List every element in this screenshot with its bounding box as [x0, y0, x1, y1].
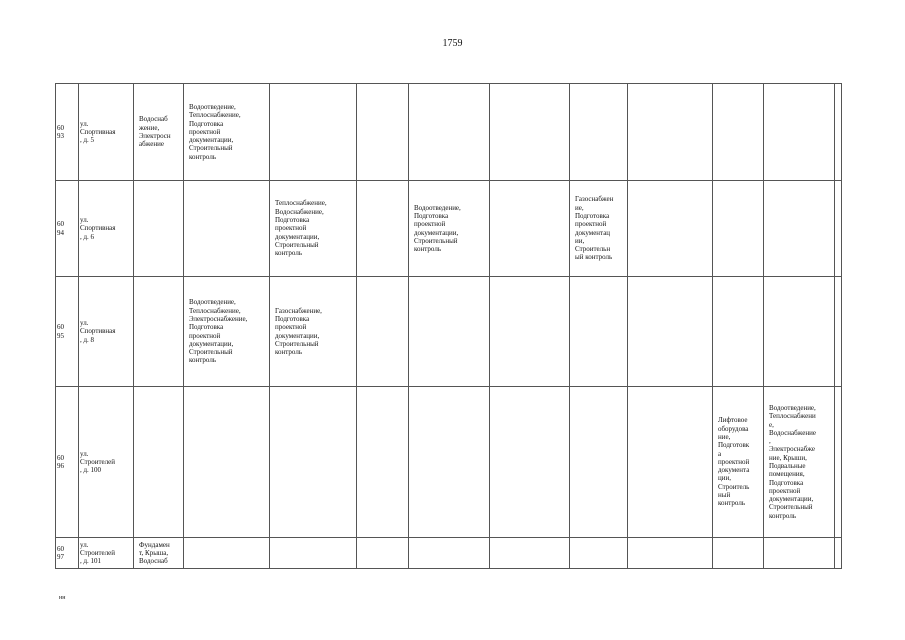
work-type-cell [713, 84, 764, 181]
row-number-cell-text: 60 97 [57, 544, 64, 561]
work-type-cell [134, 387, 184, 538]
address-cell [79, 538, 134, 569]
work-type-cell [184, 181, 270, 277]
row-number-cell [56, 181, 79, 277]
work-type-cell [134, 277, 184, 387]
row-number-cell-text: 60 96 [57, 453, 64, 470]
repair-schedule-table [55, 83, 842, 569]
work-type-cell [490, 277, 570, 387]
work-type-cell [184, 538, 270, 569]
work-type-cell [409, 84, 490, 181]
work-type-cell [270, 538, 357, 569]
work-type-cell [490, 181, 570, 277]
work-type-cell [570, 538, 628, 569]
work-type-cell-text: Водоотведение, Теплоснабжение, Подготовка проектной документации, Строительный контроль [189, 102, 241, 161]
row-number-cell [56, 84, 79, 181]
work-type-cell-text: Водоснаб жение, Электросн абжение [139, 115, 171, 149]
work-type-cell [764, 84, 835, 181]
work-type-cell [713, 181, 764, 277]
address-cell-text: ул. Строителей , д. 100 [80, 449, 115, 475]
work-type-cell [357, 538, 409, 569]
address-cell-text: ул. Спортивная , д. 6 [80, 216, 116, 241]
address-cell-text: ул. Строителей , д. 101 [80, 540, 115, 566]
table-row [56, 181, 842, 277]
row-number-cell-text: 60 95 [57, 323, 64, 340]
row-number-cell [56, 387, 79, 538]
work-type-cell [628, 387, 713, 538]
work-type-cell [628, 277, 713, 387]
table-row [56, 538, 842, 569]
work-type-cell [409, 387, 490, 538]
footer-mark: нн [59, 595, 66, 601]
work-type-cell [490, 84, 570, 181]
row-number-cell [56, 277, 79, 387]
row-number-cell-text: 60 94 [57, 220, 64, 237]
work-type-cell [134, 538, 184, 569]
work-type-cell-text: Газоснабжен ие, Подготовка проектной документац ии, Строительн ый контроль [575, 195, 614, 262]
address-cell [79, 181, 134, 277]
work-type-cell [490, 387, 570, 538]
work-type-cell [357, 84, 409, 181]
work-type-cell [409, 181, 490, 277]
row-number-cell [56, 538, 79, 569]
work-type-cell [764, 538, 835, 569]
work-type-cell-text: Водоотведение, Подготовка проектной документации, Строительный контроль [414, 203, 461, 254]
work-type-cell [270, 387, 357, 538]
page-number: 1759 [442, 38, 463, 49]
work-type-cell [270, 277, 357, 387]
work-type-cell [409, 277, 490, 387]
work-type-cell [184, 84, 270, 181]
work-type-cell [835, 387, 842, 538]
work-type-cell-text: Лифтовое оборудова ние, Подготовк а проектной документа ции, Строитель ный контроль [718, 416, 750, 508]
work-type-cell [270, 181, 357, 277]
address-cell-text: ул. Спортивная , д. 8 [80, 319, 116, 344]
work-type-cell [134, 84, 184, 181]
work-type-cell [409, 538, 490, 569]
table-row [56, 84, 842, 181]
work-type-cell [835, 538, 842, 569]
work-type-cell [357, 181, 409, 277]
work-type-cell [713, 538, 764, 569]
work-type-cell [628, 84, 713, 181]
work-type-cell [713, 387, 764, 538]
work-type-cell [713, 277, 764, 387]
address-cell-text: ул. Спортивная , д. 5 [80, 119, 116, 145]
work-type-cell [357, 277, 409, 387]
work-type-cell [490, 538, 570, 569]
work-type-cell [835, 84, 842, 181]
row-number-cell-text: 60 93 [57, 123, 64, 140]
work-type-cell [570, 181, 628, 277]
work-type-cell-text: Водоотведение, Теплоснабжение, Электроснабжение, Подготовка проектной документации, Строительный контроль [189, 298, 248, 365]
work-type-cell [270, 84, 357, 181]
address-cell [79, 84, 134, 181]
work-type-cell [570, 84, 628, 181]
work-type-cell [628, 538, 713, 569]
table-row [56, 277, 842, 387]
work-type-cell [764, 277, 835, 387]
work-type-cell-text: Газоснабжение, Подготовка проектной документации, Строительный контроль [275, 306, 322, 357]
work-type-cell-text: Теплоснабжение, Водоснабжение, Подготовка проектной документации, Строительный контроль [275, 199, 327, 258]
work-type-cell [184, 387, 270, 538]
work-type-cell [764, 387, 835, 538]
work-type-cell [184, 277, 270, 387]
address-cell [79, 387, 134, 538]
work-type-cell [628, 181, 713, 277]
work-type-cell [570, 277, 628, 387]
work-type-cell [835, 277, 842, 387]
work-type-cell [570, 387, 628, 538]
work-type-cell-text: Фундамен т, Крыша, Водоснаб [139, 540, 170, 566]
work-type-cell [764, 181, 835, 277]
work-type-cell [357, 387, 409, 538]
work-type-cell [134, 181, 184, 277]
address-cell [79, 277, 134, 387]
work-type-cell [835, 181, 842, 277]
work-type-cell-text: Водоотведение, Теплоснабжени е, Водоснабжение , Электроснабже ние, Крыши, Подвальные помещения, Подготовка проектной документации, Строительный контроль [769, 403, 817, 520]
table-row [56, 387, 842, 538]
